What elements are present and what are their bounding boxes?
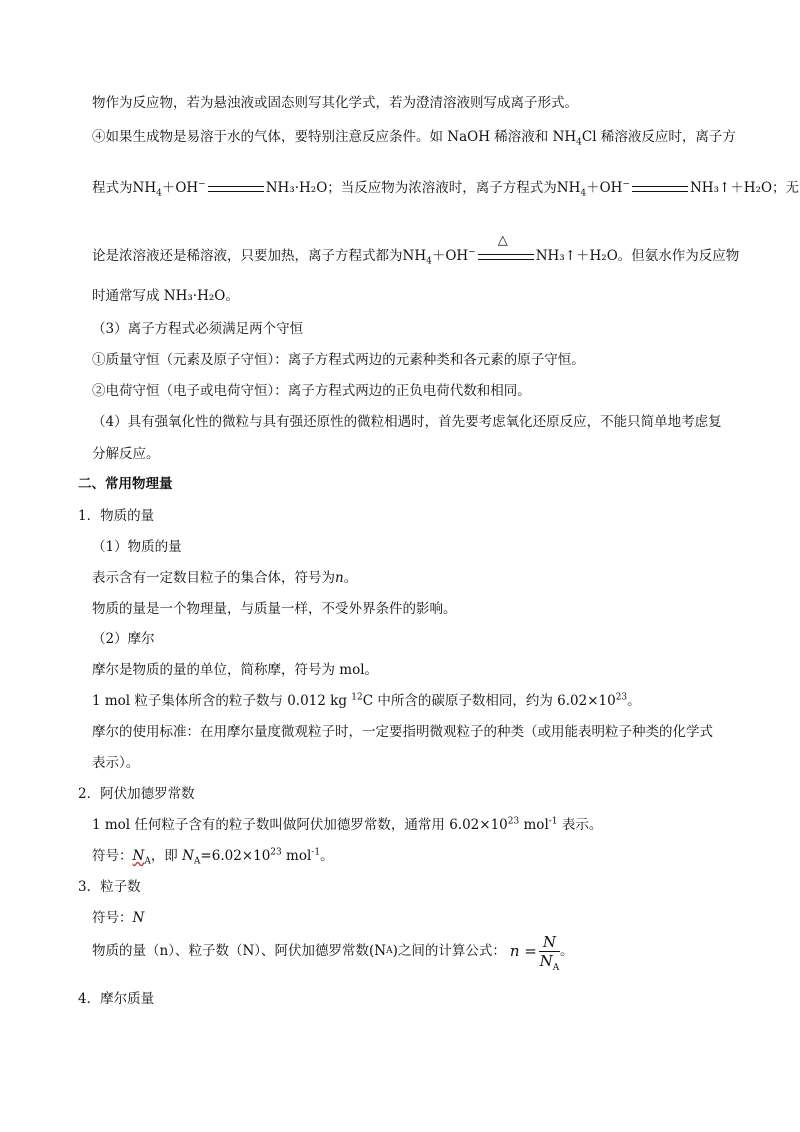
item-1-2-title: （2）摩尔: [92, 631, 155, 647]
item-3-formula-line: 物质的量（n）、粒子数（N）、阿伏加德罗常数(N A )之间的计算公式： n = $\frac{N}{N_A}$ 。: [92, 932, 574, 973]
paragraph-line-2: ④如果生成物是易溶于水的气体，要特别注意反应条件。如 NaOH 稀溶液和 $NH_4Cl$ 稀溶液反应时，离子方: [92, 129, 736, 148]
paragraph-line-5: 时通常写成 NH₃·H₂O。: [92, 288, 239, 304]
heated-double-equals-sign: [478, 232, 534, 263]
double-equals-sign: [208, 183, 264, 195]
formula-lhs: n =: [509, 942, 537, 960]
item-1-title: 1．物质的量: [78, 508, 155, 524]
paragraph-line-10: 分解反应。: [92, 446, 160, 462]
item-2-title: 2．阿伏加德罗常数: [78, 786, 195, 802]
formula-fraction: $\frac{N}{N_A}$: [539, 932, 560, 973]
item-1-1-text-b: 物质的量是一个物理量，与质量一样，不受外界条件的影响。: [92, 601, 457, 617]
section-heading: 二、常用物理量: [78, 476, 173, 492]
equation-line-1: 程式为$NH_4+OH^-$ NH₃·H₂O；当反应物为浓溶液时，离子方程式为$NH_4+OH^-$ NH₃↑＋H₂O；无: [92, 179, 800, 199]
heat-delta-icon: △: [497, 232, 508, 248]
item-1-2-text-c: 摩尔的使用标准：在用摩尔量度微观粒子时，一定要指明微观粒子的种类（或用能表明粒子种类的化学式: [92, 724, 713, 740]
subsection-3: （3）离子方程式必须满足两个守恒: [92, 321, 304, 337]
subsection-4: （4）具有强氧化性的微粒与具有强还原性的微粒相遇时，首先要考虑氧化还原反应，不能只简单地考虑复: [92, 414, 722, 430]
paragraph-line-1: 物作为反应物，若为悬浊液或固态则写其化学式，若为澄清溶液则写成离子形式。: [92, 95, 578, 111]
item-1-1-title: （1）物质的量: [92, 539, 182, 555]
item-1-2-text-d: 表示）。: [92, 755, 140, 771]
item-1-2-text-b: 1 mol 粒子集体所含的粒子数与 0.012 kg $^{12}$C 中所含的碳原子数相同，约为 $6.02\times 10^{23}$。: [92, 692, 641, 709]
item-1-1-text-a: 表示含有一定数目粒子的集合体，符号为n。: [92, 570, 358, 586]
item-3-symbol: 符号：N: [92, 910, 145, 926]
item-4-title: 4．摩尔质量: [78, 991, 155, 1007]
equation-line-2: 论是浓溶液还是稀溶液，只要加热，离子方程式都为$NH_4+OH^-$ △ NH₃↑＋H₂O。但氨水作为反应物: [92, 232, 740, 267]
item-2-text-b: 符号：$N_A$，即 $N_A=6.02\times 10^{23}$ mol$^{-1}$。: [92, 847, 334, 867]
charge-conservation: ②电荷守恒（电子或电荷守恒）：离子方程式两边的正负电荷代数和相同。: [92, 383, 531, 399]
double-equals-sign: [632, 183, 688, 195]
item-1-2-text-a: 摩尔是物质的量的单位，简称摩，符号为 mol。: [92, 662, 379, 678]
item-2-text-a: 1 mol 任何粒子含有的粒子数叫做阿伏加德罗常数，通常用 $6.02\times 10^{23}$ mol$^{-1}$ 表示。: [92, 816, 603, 833]
item-3-title: 3．粒子数: [78, 879, 141, 895]
mass-conservation: ①质量守恒（元素及原子守恒）：离子方程式两边的元素种类和各元素的原子守恒。: [92, 352, 585, 368]
